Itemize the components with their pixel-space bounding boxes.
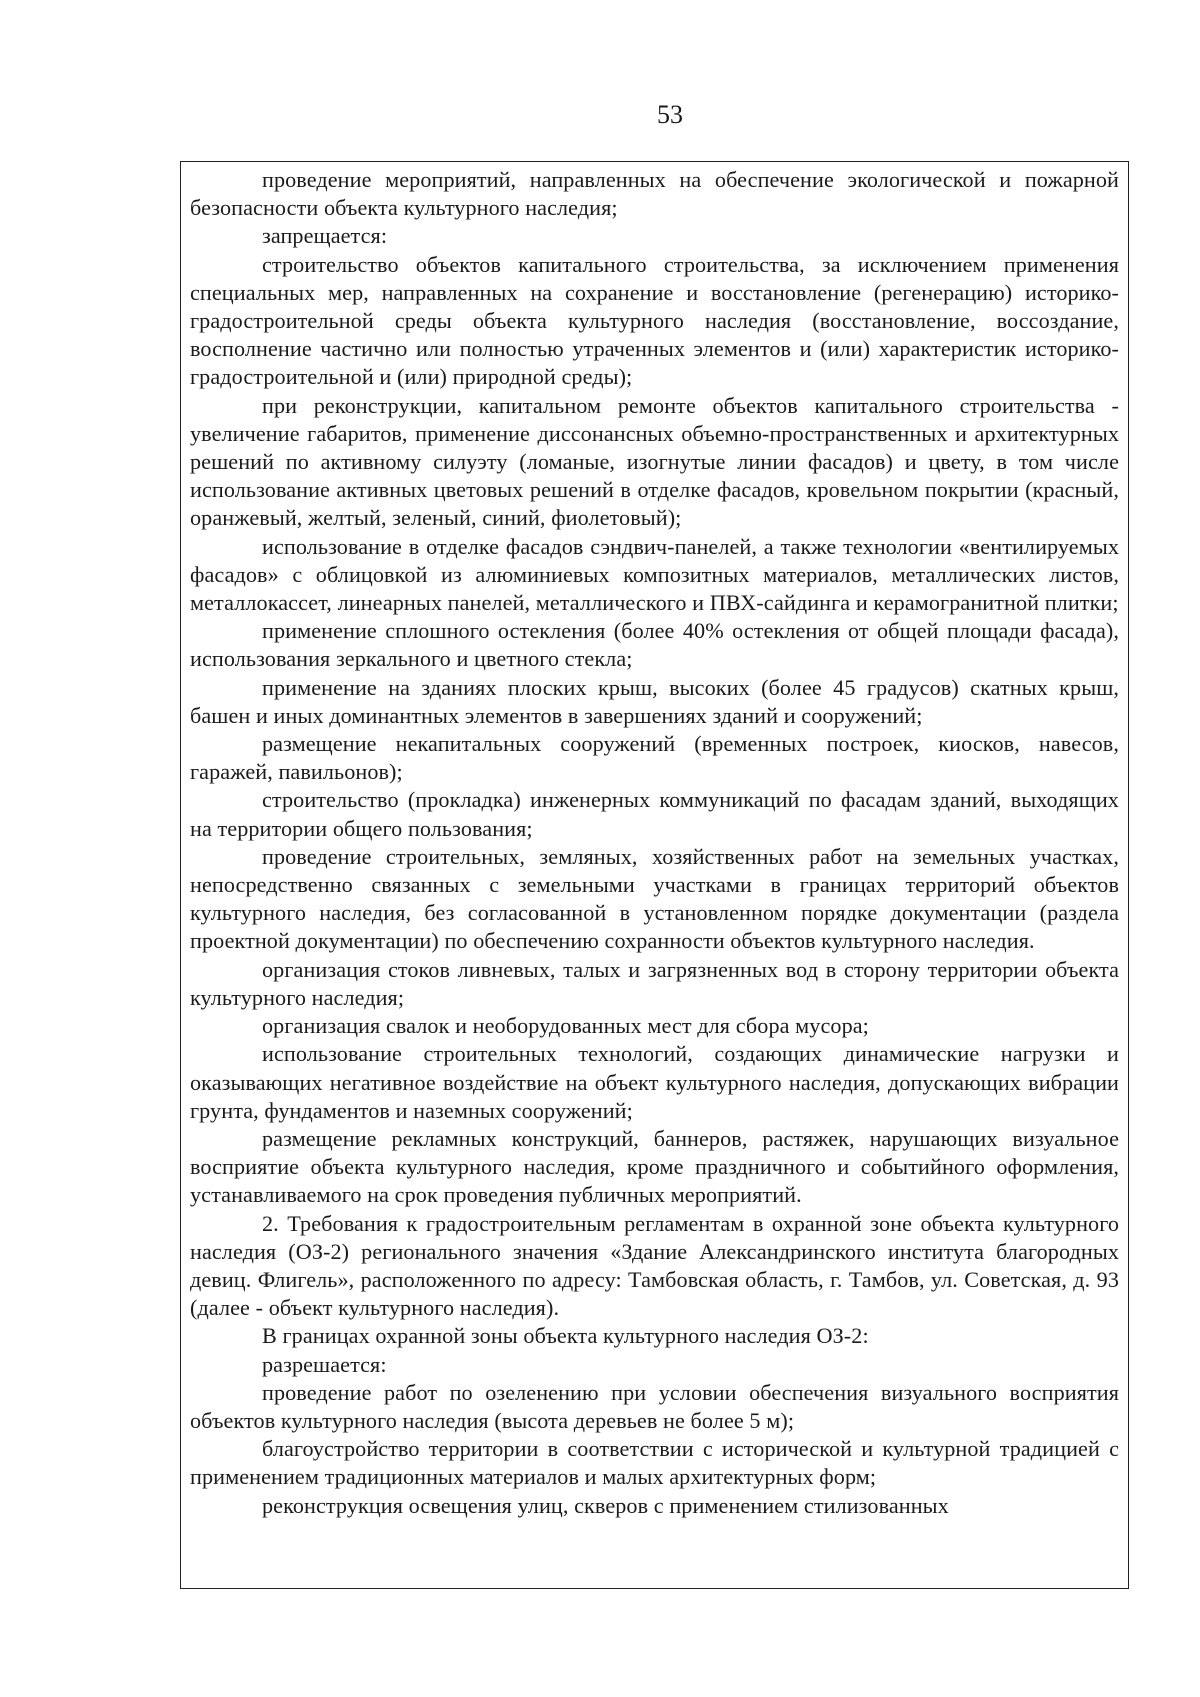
paragraph: применение сплошного остекления (более 40% остекления от общей площади фасада), использования зеркального и цветного стекла; [190, 618, 1119, 672]
paragraph: проведение строительных, земляных, хозяйственных работ на земельных участках, непосредственно связанных с земельными участками в границах территорий объектов культурного наследия, без согласованной в установленном порядке документации (раздела проектной документации) по обеспечению сохранности объектов культурного наследия. [190, 843, 1119, 954]
paragraph: размещение рекламных конструкций, баннеров, растяжек, нарушающих визуальное восприятие объекта культурного наследия, кроме праздничного и событийного оформления, устанавливаемого на срок проведения публичных мероприятий. [190, 1125, 1119, 1208]
document-text-frame [180, 161, 1129, 1589]
paragraph: В границах охранной зоны объекта культурного наследия ОЗ-2: [262, 1323, 869, 1349]
paragraph: строительство (прокладка) инженерных коммуникаций по фасадам зданий, выходящих на территории общего пользования; [190, 787, 1119, 841]
paragraph: использование в отделке фасадов сэндвич-панелей, а также технологии «вентилируемых фасадов» с облицовкой из алюминиевых композитных материалов, металлических листов, металлокассет, линеарных панелей, металлического и ПВХ-сайдинга и керамогранитной плитки; [190, 533, 1119, 616]
paragraph: разрешается: [262, 1351, 387, 1377]
paragraph: проведение мероприятий, направленных на обеспечение экологической и пожарной безопасности объекта культурного наследия; [190, 167, 1119, 221]
paragraph: использование строительных технологий, создающих динамические нагрузки и оказывающих негативное воздействие на объект культурного наследия, допускающих вибрации грунта, фундаментов и наземных сооружений; [190, 1041, 1119, 1123]
paragraph: организация свалок и необорудованных мест для сбора мусора; [262, 1013, 869, 1039]
paragraph: реконструкция освещения улиц, скверов с применением стилизованных [262, 1492, 949, 1518]
paragraph: проведение работ по озеленению при условии обеспечения визуального восприятия объектов культурного наследия (высота деревьев не более 5 м); [190, 1379, 1119, 1433]
paragraph: благоустройство территории в соответствии с исторической и культурной традицией с применением традиционных материалов и малых архитектурных форм; [190, 1436, 1119, 1490]
paragraph: применение на зданиях плоских крыш, высоких (более 45 градусов) скатных крыш, башен и иных доминантных элементов в завершениях зданий и сооружений; [190, 674, 1119, 728]
page-number: 53 [657, 100, 683, 129]
paragraph: размещение некапитальных сооружений (временных построек, киосков, навесов, гаражей, павильонов); [190, 731, 1119, 785]
paragraph: при реконструкции, капитальном ремонте объектов капитального строительства - увеличение габаритов, применение диссонансных объемно-пространственных и архитектурных решений по активному силуэту (ломаные, изогнутые линии фасадов) и цвету, в том числе использование активных цветовых решений в отделке фасадов, кровельном покрытии (красный, оранжевый, желтый, зеленый, синий, фиолетовый); [190, 392, 1119, 531]
paragraph: строительство объектов капитального строительства, за исключением применения специальных мер, направленных на сохранение и восстановление (регенерацию) историко-градостроительной среды объекта культурного наследия (восстановление, воссоздание, восполнение частично или полностью утраченных элементов и (или) характеристик историко-градостроительной и (или) природной среды); [190, 251, 1119, 390]
section-heading-paragraph: 2. Требования к градостроительным регламентам в охранной зоне объекта культурного наследия (ОЗ-2) регионального значения «Здание Александринского института благородных девиц. Флигель», расположенного по адресу: Тамбовская область, г. Тамбов, ул. Советская, д. 93 (далее - объект культурного наследия). [190, 1210, 1119, 1321]
paragraph: запрещается: [262, 223, 388, 249]
paragraph: организация стоков ливневых, талых и загрязненных вод в сторону территории объекта культурного наследия; [190, 956, 1119, 1010]
